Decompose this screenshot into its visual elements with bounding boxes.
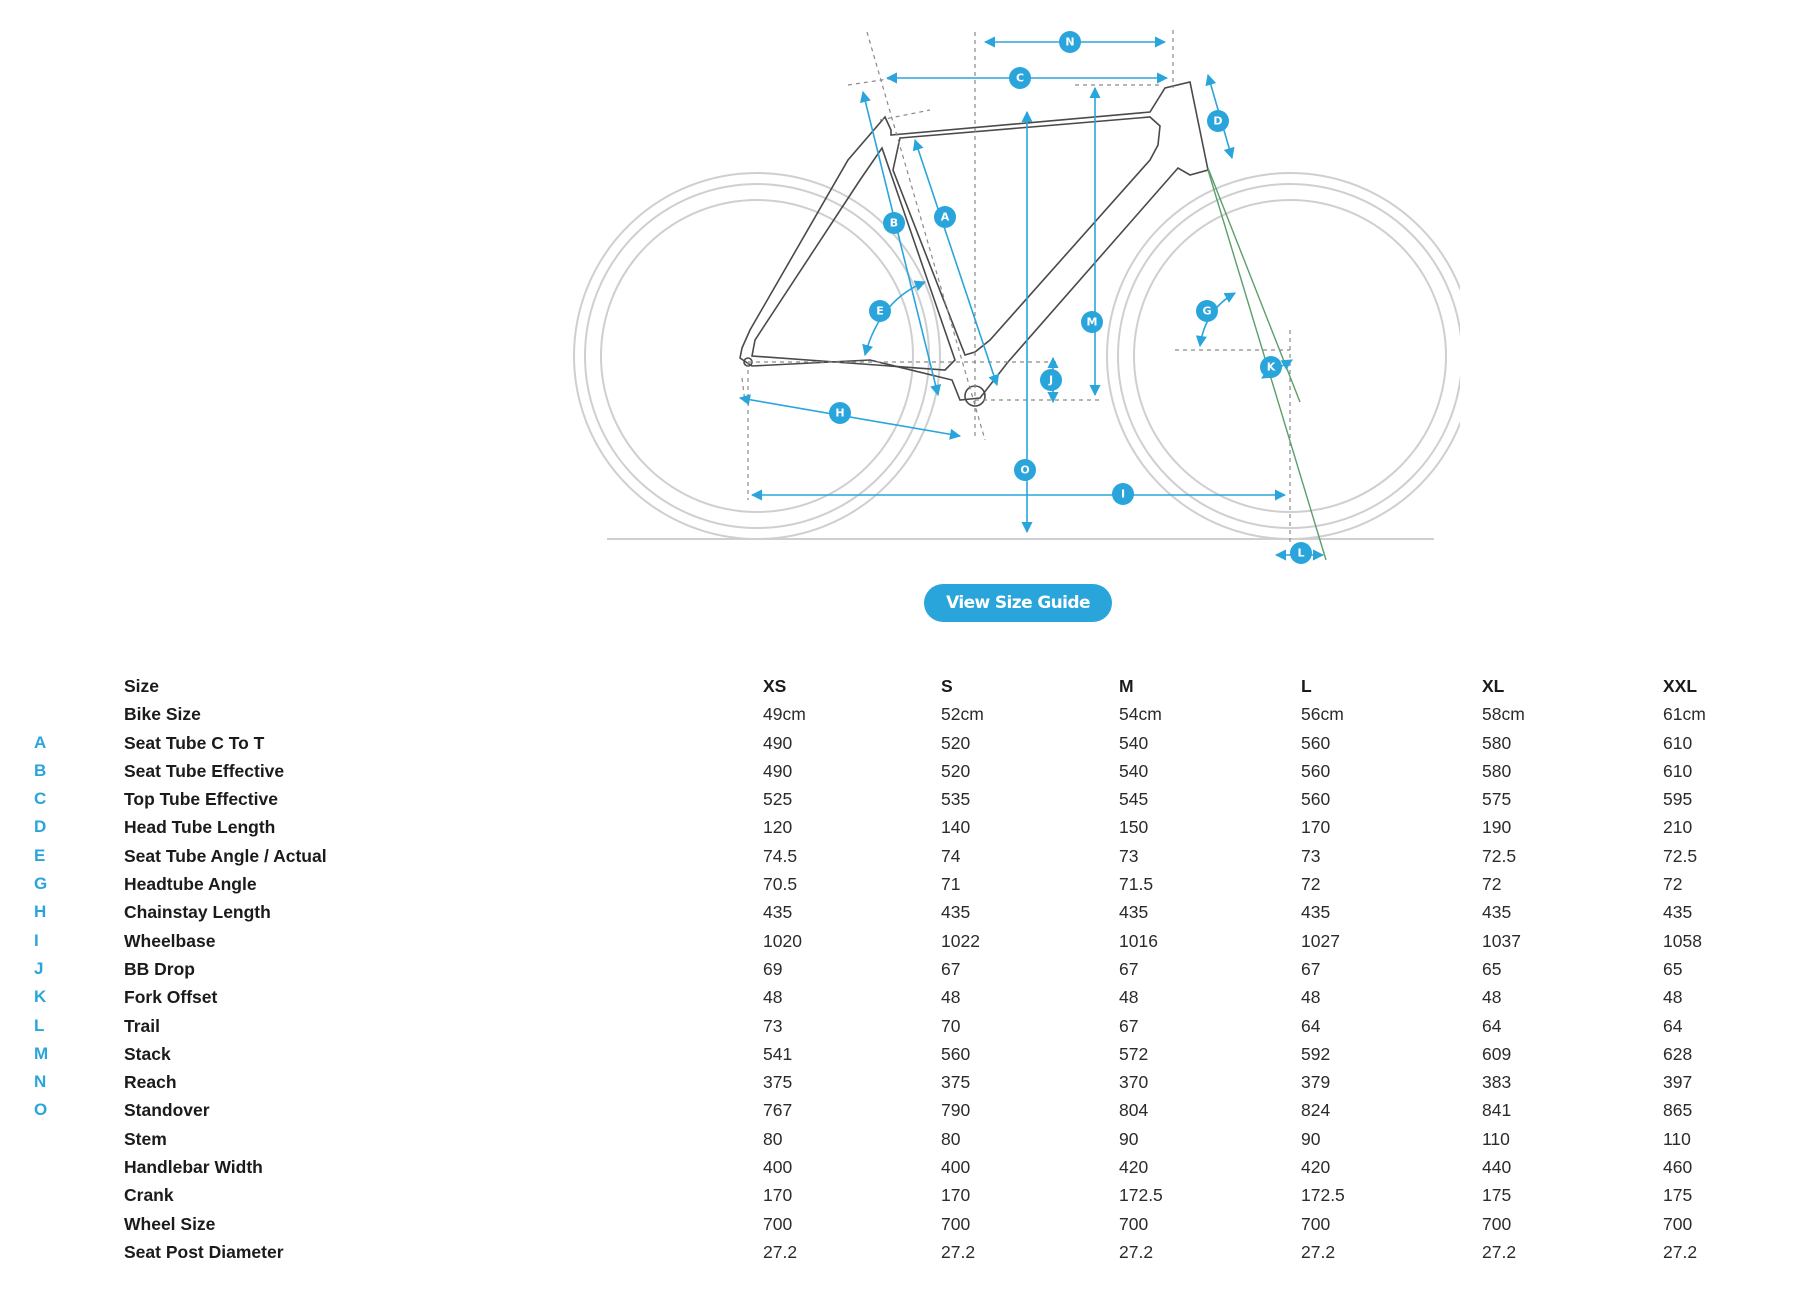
size-header-xs: XS (763, 676, 787, 696)
row-label: Fork Offset (124, 987, 218, 1008)
table-row (30, 870, 1770, 898)
row-label: Chainstay Length (124, 902, 271, 923)
table-row (30, 700, 1770, 728)
table-cell: 48 (763, 987, 783, 1008)
table-cell: 560 (1301, 732, 1331, 753)
table-cell: 74 (941, 845, 961, 866)
table-cell: 65 (1663, 958, 1683, 979)
row-letter: K (34, 987, 47, 1007)
size-header-m: M (1119, 676, 1134, 696)
table-cell: 67 (941, 958, 961, 979)
row-letter: J (34, 958, 44, 978)
table-cell: 541 (763, 1043, 793, 1064)
table-cell: 435 (763, 902, 793, 923)
badge-M (1081, 311, 1103, 333)
badge-N (1059, 31, 1081, 53)
table-cell: 140 (941, 817, 971, 838)
table-cell: 1022 (941, 930, 980, 951)
geometry-table (30, 672, 1770, 1266)
table-cell: 824 (1301, 1100, 1331, 1121)
table-cell: 48 (1482, 987, 1502, 1008)
row-label: Bike Size (124, 704, 201, 725)
row-letter: M (34, 1043, 49, 1063)
table-cell: 71.5 (1119, 874, 1154, 895)
table-cell: 54cm (1119, 704, 1162, 725)
row-label: Seat Tube Angle / Actual (124, 845, 327, 866)
row-label: Head Tube Length (124, 817, 276, 838)
table-cell: 170 (1301, 817, 1331, 838)
table-cell: 865 (1663, 1100, 1693, 1121)
table-row (30, 983, 1770, 1011)
table-cell: 460 (1663, 1157, 1693, 1178)
table-cell: 69 (763, 958, 783, 979)
size-header-s: S (941, 676, 953, 696)
row-letter: H (34, 902, 47, 922)
svg-text:I: I (1120, 487, 1126, 501)
svg-text:E: E (876, 304, 884, 318)
table-cell: 73 (1119, 845, 1139, 866)
table-cell: 700 (1482, 1213, 1512, 1234)
table-cell: 628 (1663, 1043, 1693, 1064)
table-cell: 383 (1482, 1072, 1512, 1093)
table-cell: 435 (1482, 902, 1512, 923)
row-letter: L (34, 1015, 45, 1035)
svg-text:G: G (1202, 304, 1212, 318)
table-cell: 61cm (1663, 704, 1706, 725)
table-cell: 700 (1119, 1213, 1149, 1234)
table-cell: 560 (1301, 789, 1331, 810)
row-label: Seat Tube Effective (124, 760, 285, 781)
table-cell: 56cm (1301, 704, 1344, 725)
table-cell: 67 (1119, 1015, 1139, 1036)
table-cell: 560 (941, 1043, 971, 1064)
svg-text:C: C (1015, 71, 1025, 85)
table-cell: 74.5 (763, 845, 798, 866)
table-row (30, 1125, 1770, 1153)
table-cell: 67 (1301, 958, 1321, 979)
bike-frame (740, 82, 1208, 406)
steering-axis (1208, 168, 1300, 402)
row-label: Reach (124, 1072, 177, 1093)
table-cell: 49cm (763, 704, 806, 725)
table-cell: 700 (1663, 1213, 1693, 1234)
table-cell: 67 (1119, 958, 1139, 979)
table-cell: 58cm (1482, 704, 1525, 725)
row-letter: A (34, 732, 47, 752)
badge-H (829, 402, 851, 424)
geometry-diagram (560, 20, 1460, 580)
table-row (30, 955, 1770, 983)
row-label: Wheelbase (124, 930, 216, 951)
row-letter: G (34, 874, 48, 894)
table-cell: 72.5 (1663, 845, 1698, 866)
table-cell: 70.5 (763, 874, 798, 895)
table-cell: 170 (763, 1185, 793, 1206)
table-row (30, 1068, 1770, 1096)
svg-text:A: A (940, 210, 950, 224)
table-cell: 48 (941, 987, 961, 1008)
size-header-l: L (1301, 676, 1312, 696)
table-cell: 64 (1663, 1015, 1683, 1036)
size-header-xl: XL (1482, 676, 1505, 696)
badge-G (1196, 300, 1218, 322)
svg-text:J: J (1048, 373, 1054, 387)
view-size-guide-button[interactable]: View Size Guide (924, 584, 1112, 622)
table-row (30, 813, 1770, 841)
table-cell: 520 (941, 760, 971, 781)
table-cell: 110 (1663, 1128, 1691, 1149)
table-cell: 1016 (1119, 930, 1158, 951)
table-cell: 435 (1119, 902, 1149, 923)
table-cell: 560 (1301, 760, 1331, 781)
table-cell: 175 (1482, 1185, 1512, 1206)
table-cell: 545 (1119, 789, 1149, 810)
table-cell: 80 (763, 1128, 783, 1149)
table-cell: 435 (1301, 902, 1331, 923)
badge-K (1260, 356, 1282, 378)
table-cell: 379 (1301, 1072, 1331, 1093)
table-cell: 420 (1119, 1157, 1149, 1178)
row-label: Stem (124, 1128, 167, 1149)
table-cell: 172.5 (1301, 1185, 1345, 1206)
table-cell: 1037 (1482, 930, 1521, 951)
table-cell: 575 (1482, 789, 1512, 810)
table-cell: 535 (941, 789, 971, 810)
badge-I (1112, 483, 1134, 505)
table-cell: 48 (1119, 987, 1139, 1008)
table-cell: 400 (763, 1157, 793, 1178)
table-cell: 172.5 (1119, 1185, 1163, 1206)
row-letter: B (34, 760, 47, 780)
table-cell: 370 (1119, 1072, 1149, 1093)
row-label: Crank (124, 1185, 174, 1206)
table-row (30, 729, 1770, 757)
table-cell: 375 (763, 1072, 793, 1093)
row-label: Seat Tube C To T (124, 732, 265, 753)
table-row (30, 1153, 1770, 1181)
front-wheel (1107, 173, 1460, 539)
table-cell: 804 (1119, 1100, 1149, 1121)
row-label: Stack (124, 1043, 171, 1064)
table-cell: 73 (763, 1015, 783, 1036)
geometry-table-body (30, 700, 1770, 1266)
table-row (30, 1238, 1770, 1266)
row-letter: C (34, 789, 47, 809)
table-cell: 520 (941, 732, 971, 753)
table-cell: 435 (941, 902, 971, 923)
svg-text:L: L (1297, 546, 1305, 560)
row-letter: N (34, 1072, 47, 1092)
table-cell: 767 (763, 1100, 793, 1121)
row-letter: O (34, 1100, 48, 1120)
table-cell: 72 (1482, 874, 1502, 895)
table-cell: 1020 (763, 930, 802, 951)
table-cell: 27.2 (1119, 1241, 1154, 1262)
table-cell: 700 (763, 1213, 793, 1234)
table-cell: 72.5 (1482, 845, 1517, 866)
table-cell: 397 (1663, 1072, 1693, 1093)
table-cell: 27.2 (1663, 1241, 1698, 1262)
table-row (30, 1181, 1770, 1209)
row-label: BB Drop (124, 958, 195, 979)
badge-L (1290, 542, 1312, 564)
table-row (30, 1096, 1770, 1124)
table-cell: 150 (1119, 817, 1149, 838)
table-cell: 400 (941, 1157, 971, 1178)
table-cell: 610 (1663, 760, 1693, 781)
row-label: Seat Post Diameter (124, 1241, 284, 1262)
table-cell: 27.2 (1482, 1241, 1517, 1262)
table-cell: 73 (1301, 845, 1321, 866)
table-cell: 592 (1301, 1043, 1331, 1064)
table-cell: 64 (1482, 1015, 1502, 1036)
table-cell: 790 (941, 1100, 971, 1121)
table-cell: 70 (941, 1015, 961, 1036)
size-header-label: Size (124, 676, 160, 696)
badge-D (1207, 110, 1229, 132)
table-cell: 210 (1663, 817, 1693, 838)
table-cell: 27.2 (763, 1241, 798, 1262)
table-cell: 375 (941, 1072, 971, 1093)
table-cell: 120 (763, 817, 793, 838)
table-row (30, 927, 1770, 955)
row-label: Handlebar Width (124, 1157, 263, 1178)
svg-text:B: B (889, 216, 899, 230)
table-cell: 175 (1663, 1185, 1693, 1206)
table-row (30, 785, 1770, 813)
size-header-xxl: XXL (1663, 676, 1698, 696)
table-cell: 27.2 (1301, 1241, 1336, 1262)
badge-O (1014, 459, 1036, 481)
table-cell: 90 (1119, 1128, 1139, 1149)
table-cell: 71 (941, 874, 961, 895)
row-label: Trail (124, 1015, 160, 1036)
table-cell: 72 (1301, 874, 1321, 895)
table-cell: 609 (1482, 1043, 1512, 1064)
table-cell: 65 (1482, 958, 1502, 979)
table-cell: 1027 (1301, 930, 1340, 951)
row-label: Standover (124, 1100, 210, 1121)
table-cell: 610 (1663, 732, 1693, 753)
badge-A (934, 206, 956, 228)
badge-B (883, 212, 905, 234)
table-cell: 64 (1301, 1015, 1321, 1036)
table-cell: 27.2 (941, 1241, 976, 1262)
table-row (30, 1012, 1770, 1040)
table-cell: 440 (1482, 1157, 1512, 1178)
table-cell: 540 (1119, 760, 1149, 781)
badge-C (1009, 67, 1031, 89)
row-letter: E (34, 845, 46, 865)
svg-text:N: N (1065, 35, 1075, 49)
table-cell: 72 (1663, 874, 1683, 895)
table-cell: 572 (1119, 1043, 1149, 1064)
table-cell: 1058 (1663, 930, 1702, 951)
svg-text:M: M (1086, 315, 1098, 329)
row-label: Headtube Angle (124, 874, 257, 895)
table-cell: 80 (941, 1128, 961, 1149)
table-row (30, 757, 1770, 785)
badge-J (1040, 369, 1062, 391)
svg-text:D: D (1213, 114, 1223, 128)
svg-text:H: H (835, 406, 845, 420)
row-label: Top Tube Effective (124, 789, 278, 810)
table-cell: 580 (1482, 760, 1512, 781)
table-cell: 52cm (941, 704, 984, 725)
svg-text:O: O (1020, 463, 1030, 477)
table-cell: 48 (1663, 987, 1683, 1008)
table-cell: 700 (941, 1213, 971, 1234)
table-row (30, 842, 1770, 870)
row-label: Wheel Size (124, 1213, 216, 1234)
table-cell: 595 (1663, 789, 1693, 810)
table-cell: 540 (1119, 732, 1149, 753)
table-cell: 841 (1482, 1100, 1512, 1121)
table-cell: 190 (1482, 817, 1512, 838)
table-cell: 700 (1301, 1213, 1331, 1234)
table-cell: 170 (941, 1185, 971, 1206)
svg-text:K: K (1266, 360, 1276, 374)
table-cell: 490 (763, 760, 793, 781)
table-cell: 490 (763, 732, 793, 753)
table-row (30, 1210, 1770, 1238)
table-cell: 525 (763, 789, 793, 810)
table-cell: 580 (1482, 732, 1512, 753)
badge-E (869, 300, 891, 322)
size-header-row (30, 672, 1770, 700)
table-cell: 90 (1301, 1128, 1321, 1149)
table-row (30, 1040, 1770, 1068)
table-cell: 420 (1301, 1157, 1331, 1178)
table-cell: 435 (1663, 902, 1693, 923)
table-row (30, 898, 1770, 926)
row-letter: D (34, 817, 47, 837)
table-cell: 110 (1482, 1128, 1510, 1149)
table-cell: 48 (1301, 987, 1321, 1008)
row-letter: I (34, 930, 39, 950)
